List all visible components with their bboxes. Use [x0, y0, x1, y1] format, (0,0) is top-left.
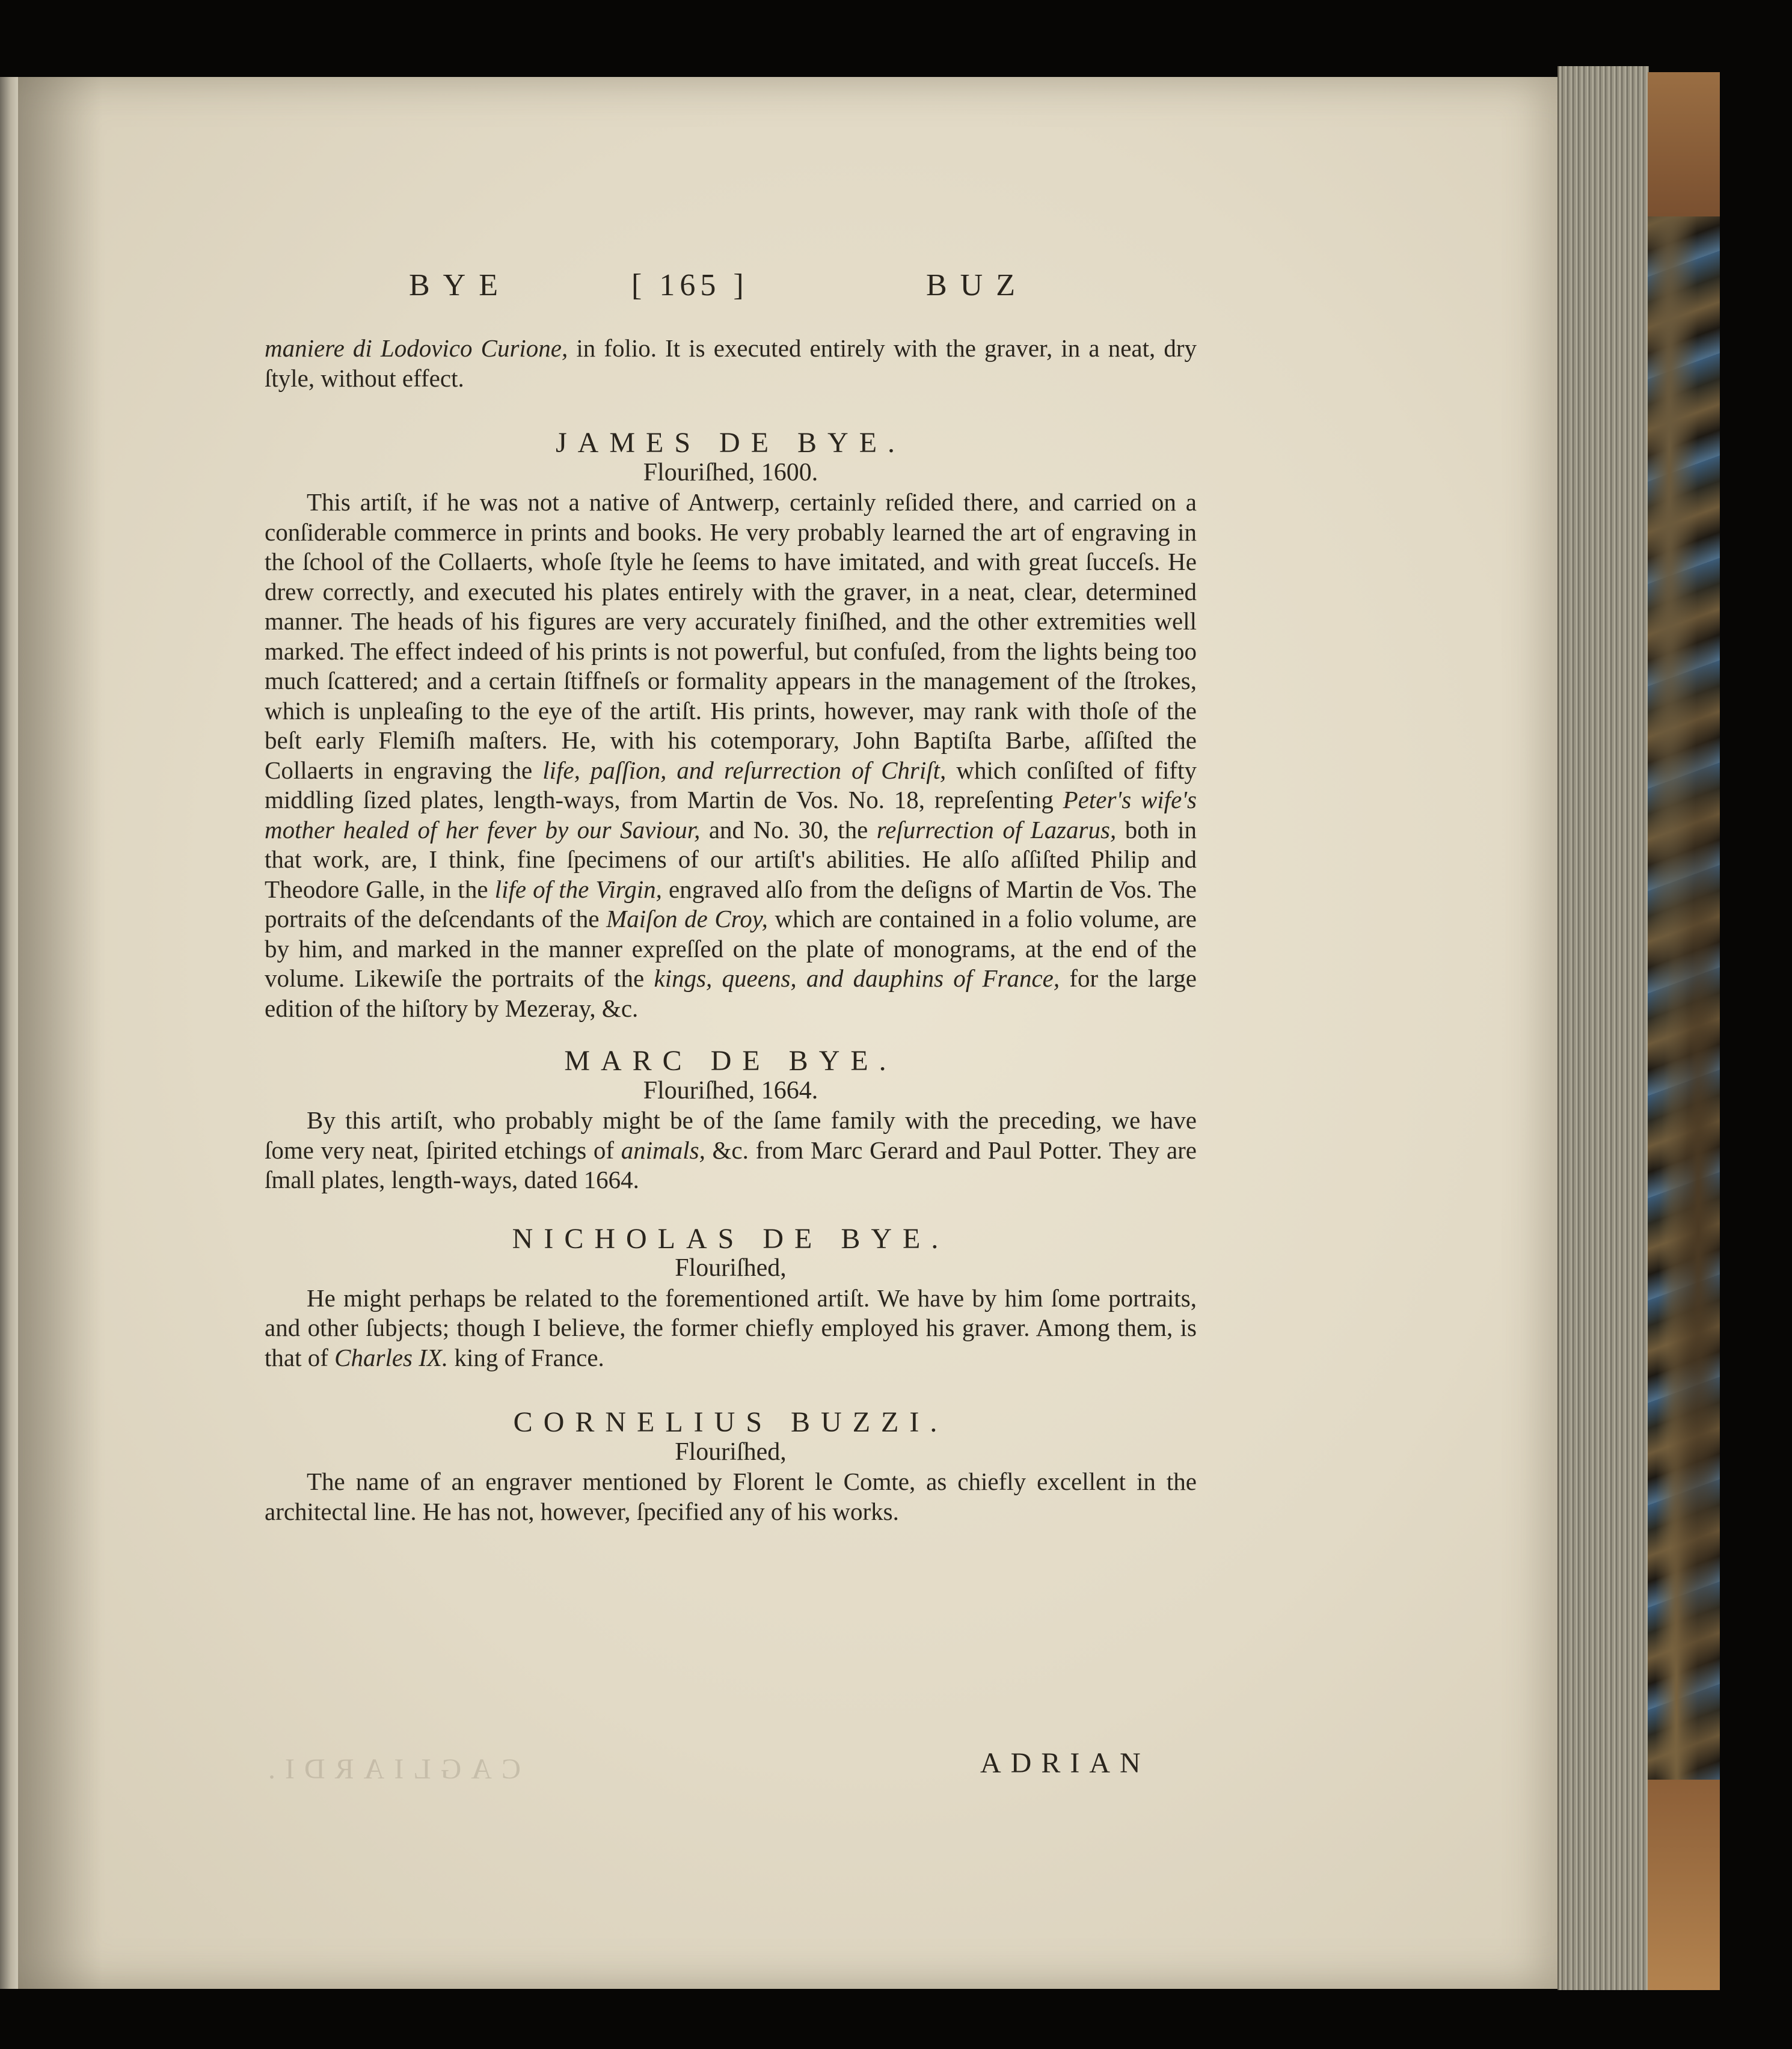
leather-corner-bottom: [1648, 1780, 1720, 1990]
page-text: [265, 334, 1197, 1527]
page-fore-edge: [1557, 66, 1649, 1990]
text-run: for the large edition of the hiſtory by Mezeray, &c.: [265, 964, 1197, 1022]
entry-name: MARC DE BYE.: [564, 1045, 897, 1077]
gutter-shadow: [18, 77, 102, 1989]
entry: [265, 1224, 1197, 1373]
page-number: [ 165 ]: [631, 268, 749, 302]
italic-text: Charles IX.: [334, 1343, 449, 1371]
italic-text: kings, queens, and dauphins of France,: [654, 964, 1060, 992]
catchword: ADRIAN: [980, 1747, 1150, 1779]
entry-name: NICHOLAS DE BYE.: [512, 1222, 950, 1255]
entry: [265, 1407, 1197, 1527]
text-run: This artiſt, if he was not a native of Antwerp, certainly reſided there, and carried on a conſiderable commerce in prints and books. He very probably learned the art of engraving in the ſchool of the Collaerts, whoſe ſtyle he ſeems to have imitated, and with great ſucceſs. He drew correctly, and executed his plates entirely with the graver, in a neat, clear, determined manner. The heads of his figures are very accurately finiſhed, and the other extremities well marked. The effect indeed of his prints is not powerful, but confuſed, from the lights being too much ſcattered; and a certain ſtiffneſs or formality appears in the management of the ſtrokes, which is unpleaſing to the eye of the artiſt. His prints, however, may rank with thoſe of the beſt early Flemiſh maſters. He, with his cotemporary, John Baptiſta Barbe, aſſiſted the Collaerts in engraving the: [265, 488, 1197, 784]
intro-text: in folio. It is executed entirely with the graver, in a neat, dry ſtyle, without effect.: [265, 334, 1197, 392]
marbled-cover-board: [1648, 72, 1720, 1990]
entry-name: JAMES DE BYE.: [555, 427, 906, 459]
text-run: By this artiſt, who probably might be of the ſame family with the preceding, we have ſome very neat, ſpirited etchings of: [265, 1106, 1197, 1164]
text-run: which conſiſted of fifty middling ſized plates, length-ways, from Martin de Vos. No. 18, repreſenting: [265, 756, 1197, 813]
entry: [265, 428, 1197, 1023]
running-head-left: BYE: [409, 268, 511, 302]
entry-date: Flouriſhed,: [675, 1254, 787, 1282]
text-run: and No. 30, the: [700, 815, 877, 844]
entry-paragraph: [265, 488, 1197, 1023]
entry-date: Flouriſhed, 1664.: [643, 1076, 818, 1104]
italic-text: life of the Virgin,: [494, 875, 662, 903]
entries-list: [265, 428, 1197, 1527]
text-run: He might perhaps be related to the forementioned artiſt. We have by him ſome portraits, and other ſubjects; though I believe, the former chiefly employed his graver. Among them, is that of: [265, 1284, 1197, 1371]
intro-paragraph: [265, 334, 1197, 393]
italic-text: animals,: [621, 1136, 705, 1164]
italic-text: life, paſſion, and reſurrection of Chriſt,: [542, 756, 947, 784]
entry-paragraph: [265, 1284, 1197, 1373]
text-run: king of France.: [448, 1343, 604, 1371]
entry: [265, 1046, 1197, 1195]
facing-page-edge: [0, 77, 18, 1989]
text-run: which are contained in a folio volume, are by him, and marked in the manner expreſſed on the plate of monograms, at the end of the volume. Likewiſe the portraits of the: [265, 905, 1197, 992]
italic-text: reſurrection of Lazarus,: [876, 815, 1117, 844]
leather-corner-top: [1648, 72, 1720, 216]
entry-date: Flouriſhed, 1600.: [643, 458, 818, 486]
entry-name: CORNELIUS BUZZI.: [513, 1406, 948, 1438]
text-run: The name of an engraver mentioned by Florent le Comte, as chiefly excellent in the architectal line. He has not, however, ſpecified any of his works.: [265, 1468, 1197, 1525]
italic-text: Maiſon de Croy,: [606, 905, 768, 933]
show-through-text: CAGLIARDI.: [259, 1753, 521, 1785]
text-run: engraved alſo from the deſigns of Martin de Vos. The portraits of the deſcendants of the: [265, 875, 1197, 933]
entry-paragraph: [265, 1106, 1197, 1195]
text-run: &c. from Marc Gerard and Paul Potter. They are ſmall plates, length-ways, dated 1664.: [265, 1136, 1197, 1193]
text-run: both in that work, are, I think, fine ſpecimens of our artiſt's abilities. He alſo aſſiſted Philip and Theodore Galle, in the: [265, 815, 1197, 903]
entry-date: Flouriſhed,: [675, 1438, 787, 1466]
italic-text: Peter's wife's mother healed of her fever by our Saviour,: [265, 786, 1197, 844]
entry-paragraph: [265, 1467, 1197, 1527]
intro-italic: maniere di Lodovico Curione,: [265, 334, 568, 362]
running-head-right: BUZ: [926, 268, 1028, 302]
